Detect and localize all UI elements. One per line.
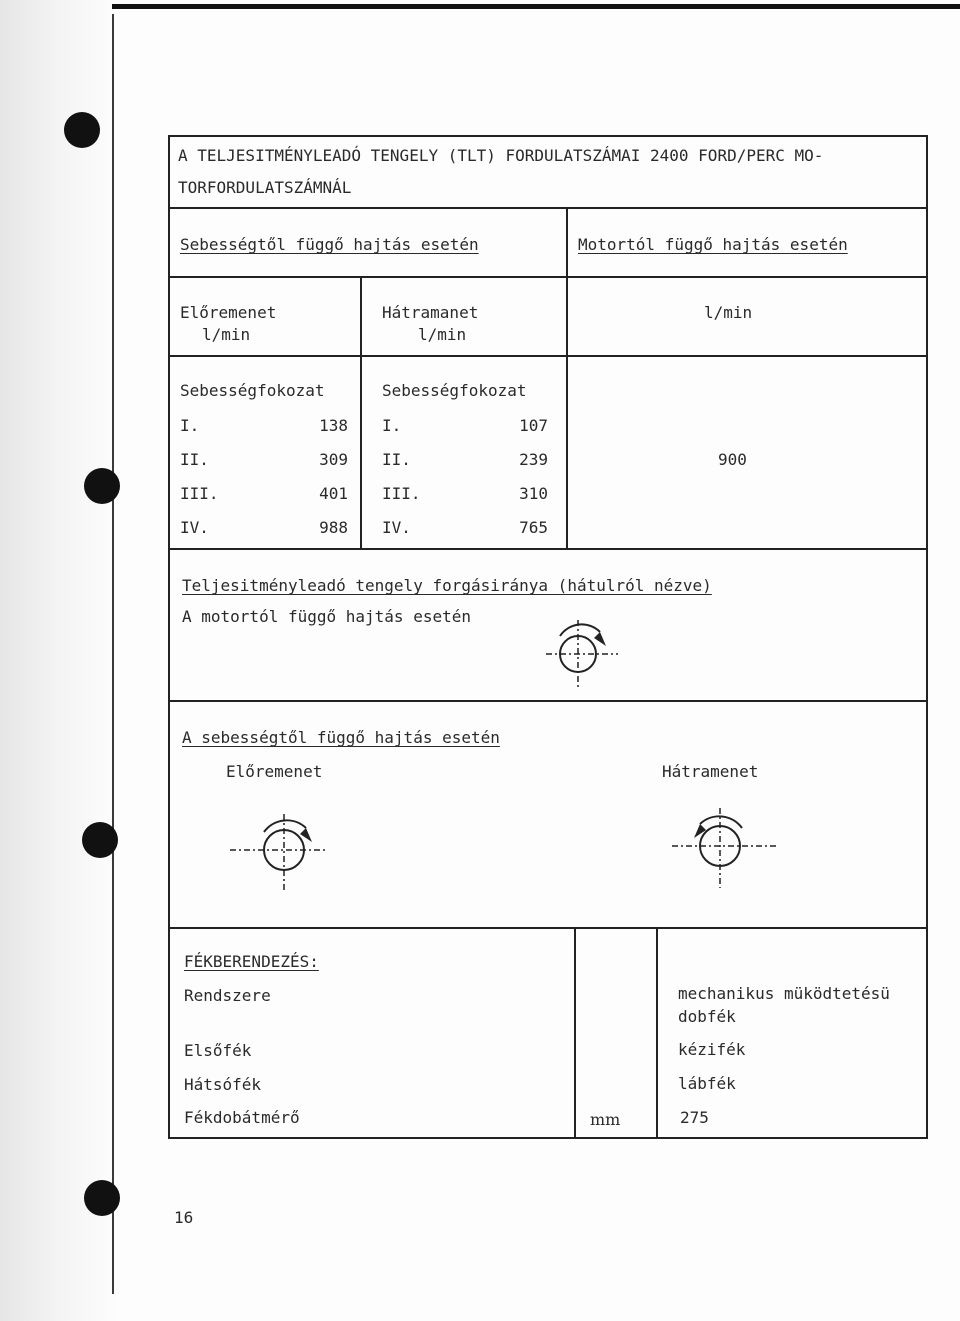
- punch-hole: [82, 822, 118, 858]
- brake-row-unit: mm: [590, 1110, 621, 1129]
- forward-gear-value: 988: [319, 518, 348, 537]
- forward-unit: l/min: [202, 325, 251, 344]
- brake-row-value: dobfék: [678, 1007, 736, 1026]
- brake-row-label: Fékdobátmérő: [184, 1108, 300, 1127]
- brake-row-value: kézifék: [678, 1040, 746, 1059]
- forward-gear-value: 309: [319, 450, 348, 469]
- rotation-clockwise-icon: [542, 616, 622, 696]
- motor-dependent-header: Motortól függő hajtás esetén: [578, 235, 848, 254]
- rule: [168, 355, 926, 357]
- reverse-rotation-icon: [672, 806, 776, 890]
- rule: [168, 276, 926, 278]
- rule: [168, 927, 926, 929]
- brakes-title: FÉKBERENDEZÉS:: [184, 952, 319, 971]
- reverse-gear-value: 765: [519, 518, 548, 537]
- brake-row-label: Elsőfék: [184, 1041, 252, 1060]
- reverse-label: Hátramanet: [382, 303, 479, 322]
- rule: [656, 927, 658, 1137]
- motor-unit: l/min: [704, 303, 753, 322]
- motor-case-label: A motortól függő hajtás esetén: [182, 607, 471, 626]
- forward-gear-name: III.: [180, 484, 219, 503]
- rule: [574, 927, 576, 1137]
- binding-edge: [112, 14, 114, 1294]
- punch-hole: [84, 1180, 120, 1216]
- motor-value: 900: [718, 450, 747, 469]
- rule: [168, 700, 926, 702]
- rule: [168, 548, 926, 550]
- forward-gear-name: I.: [180, 416, 200, 435]
- punch-hole: [84, 468, 120, 504]
- document-title-line2: TORFORDULATSZÁMNÁL: [178, 178, 352, 197]
- speed-dependent-header: Sebességtől függő hajtás esetén: [180, 235, 479, 254]
- rotation-title: Teljesitményleadó tengely forgásiránya (hátulról nézve): [182, 576, 712, 595]
- punch-hole: [64, 112, 100, 148]
- forward-label: Előremenet: [180, 303, 277, 322]
- forward-gear-label: Sebességfokozat: [180, 381, 325, 400]
- forward-gear-value: 401: [319, 484, 348, 503]
- brake-row-value: mechanikus müködtetésü: [678, 984, 890, 1003]
- rule: [168, 207, 926, 209]
- forward-rotation-icon: [230, 810, 326, 894]
- forward-gear-name: IV.: [180, 518, 209, 537]
- reverse-gear-label: Sebességfokozat: [382, 381, 527, 400]
- brake-row-label: Hátsófék: [184, 1075, 262, 1094]
- forward-gear-value: 138: [319, 416, 348, 435]
- forward-gear-name: II.: [180, 450, 209, 469]
- reverse-gear-name: II.: [382, 450, 411, 469]
- reverse-gear-value: 239: [519, 450, 548, 469]
- brake-row-label: Rendszere: [184, 986, 271, 1005]
- rule: [360, 276, 362, 550]
- reverse-gear-name: III.: [382, 484, 421, 503]
- rule: [566, 207, 568, 550]
- brake-row-value: 275: [680, 1108, 709, 1127]
- reverse-gear-value: 107: [519, 416, 548, 435]
- page-top-edge: [112, 4, 960, 9]
- rotation-reverse-label: Hátramenet: [662, 762, 759, 781]
- reverse-unit: l/min: [418, 325, 467, 344]
- reverse-gear-name: IV.: [382, 518, 411, 537]
- document-title-line1: A TELJESITMÉNYLEADÓ TENGELY (TLT) FORDULATSZÁMAI 2400 FORD/PERC MO-: [178, 146, 824, 165]
- page-number: 16: [174, 1208, 194, 1227]
- reverse-gear-value: 310: [519, 484, 548, 503]
- binding-margin: [0, 0, 118, 1321]
- speed-case-label: A sebességtől függő hajtás esetén: [182, 728, 500, 747]
- rotation-forward-label: Előremenet: [226, 762, 323, 781]
- brake-row-value: lábfék: [678, 1074, 736, 1093]
- reverse-gear-name: I.: [382, 416, 402, 435]
